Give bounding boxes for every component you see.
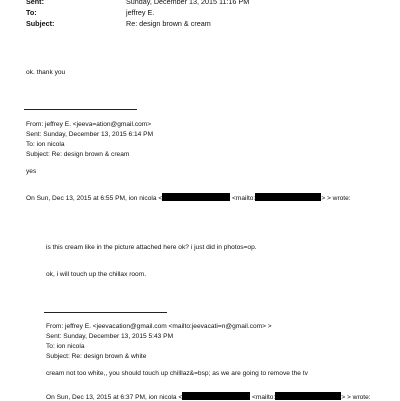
quote2-line-2: ok, i will touch up the chillax room. <box>46 271 147 278</box>
quote1-sent: Sent: Sunday, December 13, 2015 6:14 PM <box>26 131 154 138</box>
quote3-to: To: ion nicola <box>46 343 85 350</box>
to-value: jeffrey E. <box>126 8 155 17</box>
quote3-from: From: jeffrey E. <jeevacation@gmail.com <mailto:jeevacati=n@gmail.com> > <box>46 323 272 330</box>
redaction-bar <box>275 392 341 400</box>
quote1-to: To: ion nicola <box>26 141 65 148</box>
quote1-wrote-line <box>26 193 351 202</box>
redaction-bar <box>182 392 250 400</box>
wrote-mailto: <mailto: <box>252 394 276 401</box>
quote3-body: cream not too white,, you should touch up chilllaz&=bsp; as we are going to remove the tv <box>46 370 308 377</box>
quote3-sent: Sent: Sunday, December 13, 2015 5:43 PM <box>46 333 174 340</box>
wrote-mailto: <mailto: <box>232 195 256 202</box>
redaction-bar <box>162 193 230 201</box>
quote-divider <box>24 109 137 110</box>
wrote-suffix: > > wrote: <box>341 394 371 401</box>
sent-value: Sunday, December 13, 2015 11:16 PM <box>126 0 250 6</box>
quote1-from: From: jeffrey E. <jeeva=ation@gmail.com> <box>26 121 152 128</box>
quote-divider <box>44 312 167 313</box>
quote1-subject: Subject: Re: design brown & cream <box>26 151 130 158</box>
quote2-line-1: is this cream like in the picture attached here ok? i just did in photos=op. <box>46 244 257 251</box>
quote3-subject: Subject: Re: design brown & white <box>46 353 147 360</box>
reply-body: ok. thank you <box>26 69 66 76</box>
wrote-suffix: > > wrote: <box>321 195 351 202</box>
sent-label: Sent: <box>26 0 44 6</box>
wrote-prefix: On Sun, Dec 13, 2015 at 6:37 PM, ion nicola < <box>46 394 183 401</box>
subject-label: Subject: <box>26 19 55 28</box>
redaction-bar <box>255 193 321 201</box>
quote1-body: yes <box>26 168 37 175</box>
to-label: To: <box>26 8 37 17</box>
wrote-prefix: On Sun, Dec 13, 2015 at 6:55 PM, ion nicola < <box>26 195 163 202</box>
subject-value: Re: design brown & cream <box>126 19 211 28</box>
